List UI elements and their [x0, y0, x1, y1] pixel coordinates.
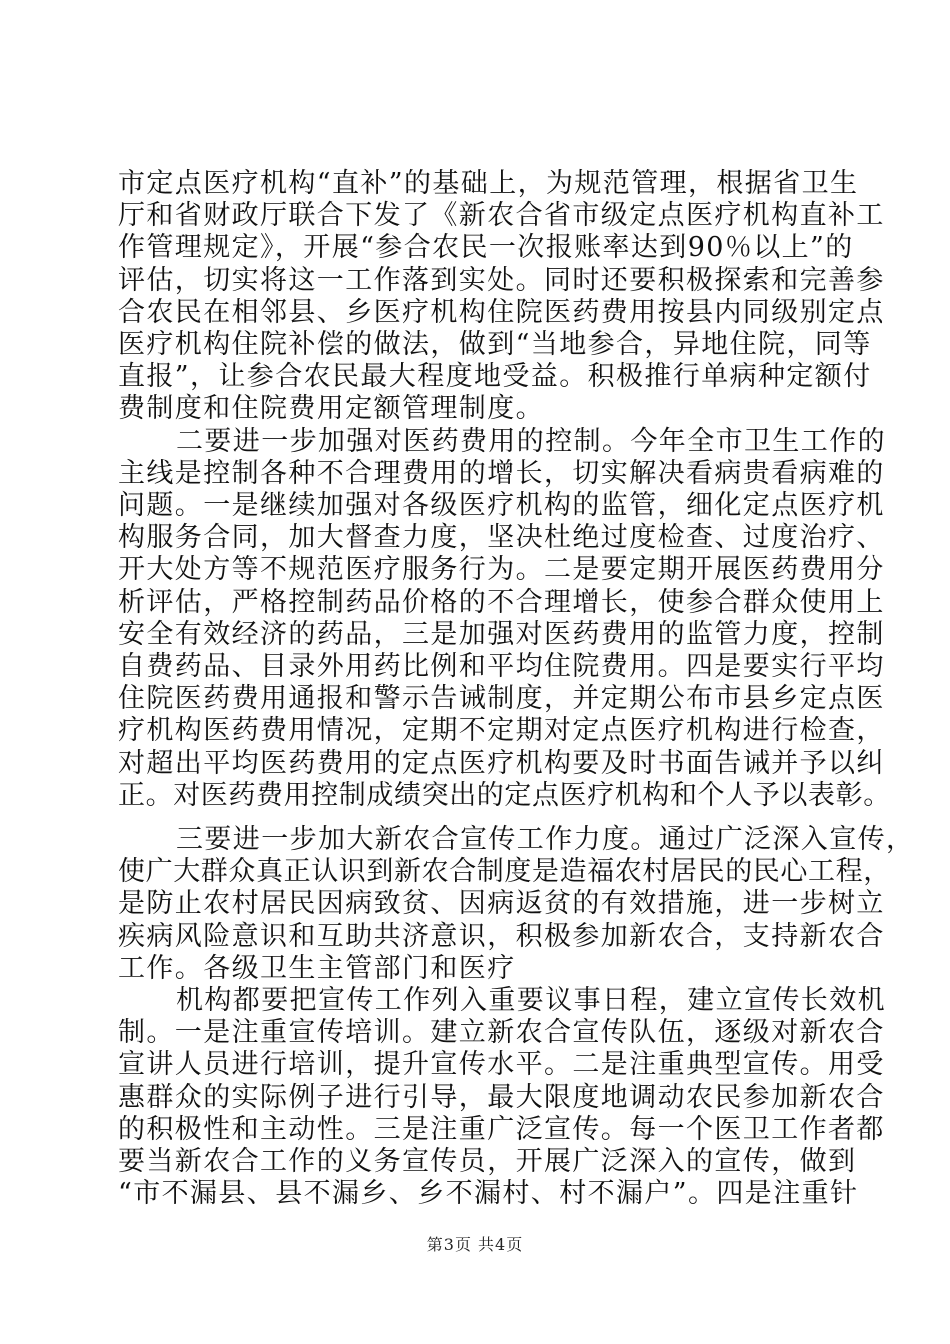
text-line: 安全有效经济的药品，三是加强对医药费用的监管力度，控制 [118, 619, 885, 650]
text-line: 制。一是注重宣传培训。建立新农合宣传队伍，逐级对新农合 [118, 1017, 885, 1048]
text-line: 问题。一是继续加强对各级医疗机构的监管，细化定点医疗机 [118, 490, 885, 521]
text-line: 自费药品、目录外用药比例和平均住院费用。四是要实行平均 [118, 651, 885, 682]
text-line: 构服务合同，加大督查力度，坚决杜绝过度检查、过度治疗、 [118, 522, 885, 553]
text-line: 厅和省财政厅联合下发了《新农合省市级定点医疗机构直补工 [118, 200, 885, 231]
text-line: 工作。各级卫生主管部门和医疗 [118, 953, 516, 984]
text-line: 开大处方等不规范医疗服务行为。二是要定期开展医药费用分 [118, 554, 885, 585]
text-line: 直报”，让参合农民最大程度地受益。积极推行单病种定额付 [118, 361, 872, 392]
text-line: 作管理规定》，开展“参合农民一次报账率达到90％以上”的 [118, 232, 854, 263]
text-line: 的积极性和主动性。三是注重广泛宣传。每一个医卫工作者都 [118, 1114, 885, 1145]
text-line: 合农民在相邻县、乡医疗机构住院医药费用按县内同级别定点 [118, 297, 885, 328]
text-line: 医疗机构住院补偿的做法，做到“当地参合，异地住院，同等 [118, 329, 872, 360]
text-line: 正。对医药费用控制成绩突出的定点医疗机构和个人予以表彰。 [118, 780, 891, 811]
text-line: 市定点医疗机构“直补”的基础上，为规范管理，根据省卫生 [118, 168, 859, 199]
text-line: 是防止农村居民因病致贫、因病返贫的有效措施，进一步树立 [118, 888, 885, 919]
text-line: 析评估，严格控制药品价格的不合理增长，使参合群众使用上 [118, 587, 885, 618]
text-line: “市不漏县、县不漏乡、乡不漏村、村不漏户”。四是注重针 [118, 1178, 859, 1209]
text-line: 机构都要把宣传工作列入重要议事日程，建立宣传长效机 [176, 985, 886, 1016]
text-line: 费制度和住院费用定额管理制度。 [118, 393, 544, 424]
text-line: 惠群众的实际例子进行引导，最大限度地调动农民参加新农合 [118, 1082, 885, 1113]
text-line: 使广大群众真正认识到新农合制度是造福农村居民的民心工程， [118, 856, 891, 887]
text-line: 三要进一步加大新农合宣传工作力度。通过广泛深入宣传， [176, 824, 915, 855]
text-line: 宣讲人员进行培训，提升宣传水平。二是注重典型宣传。用受 [118, 1049, 885, 1080]
text-line: 疗机构医药费用情况，定期不定期对定点医疗机构进行检查， [118, 715, 885, 746]
text-line: 评估，切实将这一工作落到实处。同时还要积极探索和完善参 [118, 265, 885, 296]
text-line: 主线是控制各种不合理费用的增长，切实解决看病贵看病难的 [118, 458, 885, 489]
text-line: 住院医药费用通报和警示告诫制度，并定期公布市县乡定点医 [118, 683, 885, 714]
text-line: 二要进一步加强对医药费用的控制。今年全市卫生工作的 [176, 426, 886, 457]
text-line: 疾病风险意识和互助共济意识，积极参加新农合，支持新农合 [118, 921, 885, 952]
text-line: 要当新农合工作的义务宣传员，开展广泛深入的宣传，做到 [118, 1146, 857, 1177]
page-number: 第3页 共4页 [426, 1235, 524, 1254]
text-line: 对超出平均医药费用的定点医疗机构要及时书面告诫并予以纠 [118, 748, 885, 779]
